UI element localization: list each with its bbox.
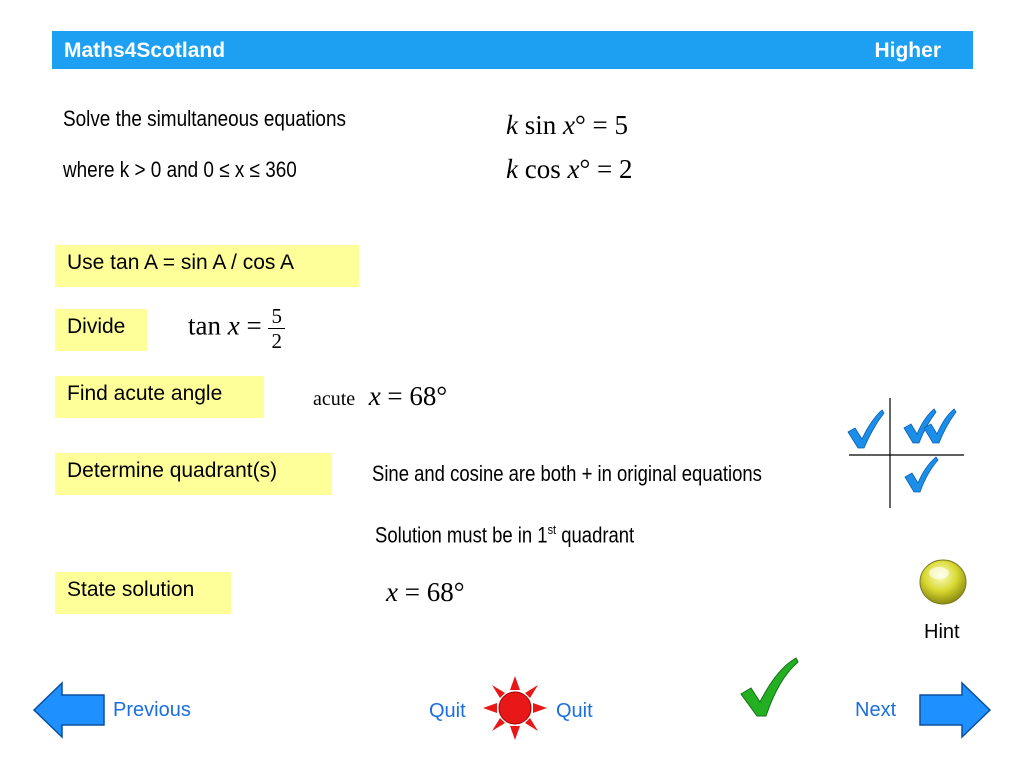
quit-link-left[interactable]: Quit [429,700,466,722]
divide-work: tan x = $\frac{5}{2}$ [188,304,285,353]
equation-2: k cos x° = 2 [506,154,633,184]
quadrant-conclusion: Solution must be in 1st quadrant [375,522,635,548]
problem-line-1: Solve the simultaneous equations [63,106,346,131]
acute-angle-work: acute x = 68° [313,381,448,411]
hint-bulb-icon [917,556,969,608]
step-label: Divide [67,315,126,338]
step-label: State solution [67,578,195,601]
equation-1: k sin x° = 5 [506,110,629,140]
sun-icon [483,676,547,740]
solution-work: x = 68° [386,577,465,607]
previous-arrow-button[interactable] [32,681,106,739]
previous-link[interactable]: Previous [113,699,191,721]
double-tick-icon [904,409,956,443]
next-link[interactable]: Next [855,699,897,721]
quadrant-diagram [846,398,966,510]
quit-button[interactable] [483,676,547,740]
step-label: Determine quadrant(s) [67,459,278,482]
step-label: Use tan A = sin A / cos A [67,251,295,274]
fraction: $\frac{5}{2}$ [268,304,285,353]
tick-icon [905,457,938,492]
header-bar [52,31,973,69]
quadrant-reason: Sine and cosine are both + in original equations [372,461,762,486]
next-arrow-button[interactable] [918,681,992,739]
step-state-solution-button[interactable] [55,572,231,614]
step-use-tan-button[interactable] [55,245,359,287]
right-arrow-icon [918,681,992,739]
tick-icon [848,410,884,448]
step-divide-button[interactable] [55,309,147,351]
quit-link-right[interactable]: Quit [556,700,593,722]
hint-label: Hint [924,621,960,643]
left-arrow-icon [32,681,106,739]
hint-button[interactable] [917,556,969,608]
brand-title: Maths4Scotland [64,39,226,62]
green-check-icon [738,656,800,720]
problem-line-2: where k > 0 and 0 ≤ x ≤ 360 [63,157,297,182]
step-determine-quadrants-button[interactable] [55,453,332,495]
level-title: Higher [874,39,941,62]
step-label: Find acute angle [67,382,223,405]
step-find-acute-angle-button[interactable] [55,376,264,418]
